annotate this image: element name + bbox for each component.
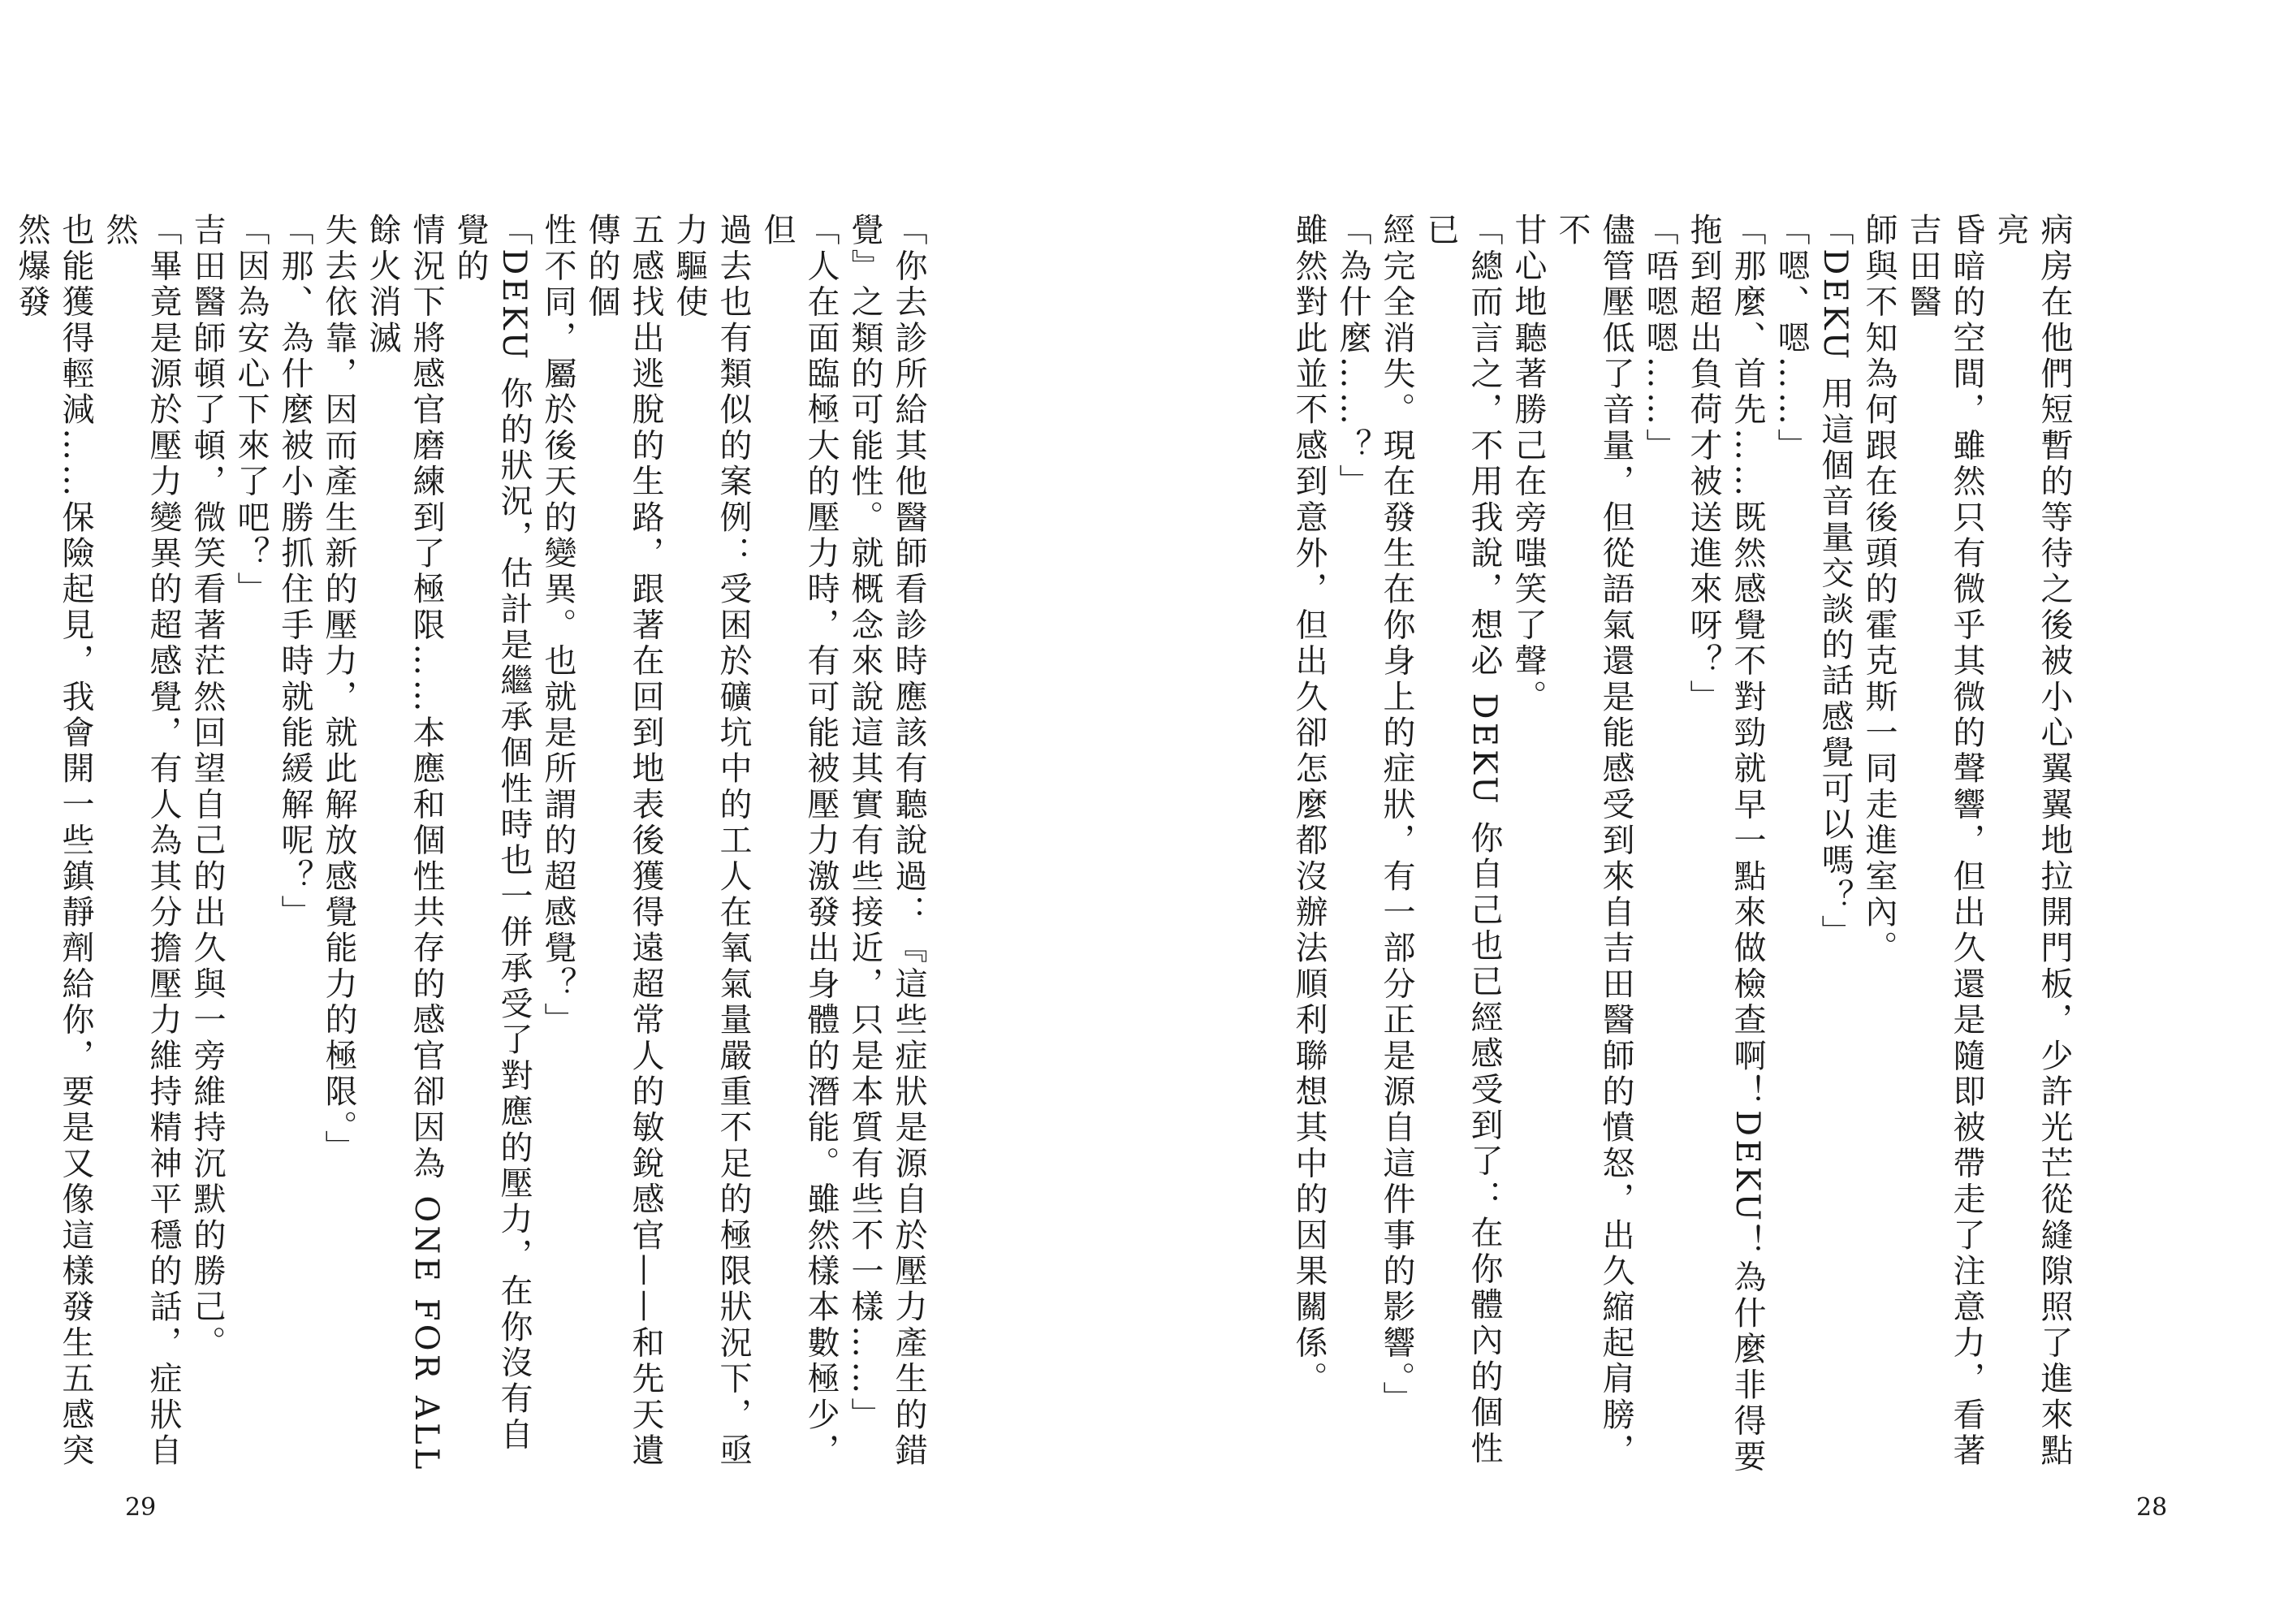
text-line: 「因為安心下來了吧？」 [232,213,270,608]
text-line: 儘管壓低了音量，但從語氣還是能感受到來自吉田醫師的憤怒，出久縮起肩膀，不 [1553,213,1634,1469]
text-line: 雖然對此並不感到意外，但出久卻怎麼都沒辦法順利聯想其中的因果關係。 [1290,213,1328,1397]
text-line: 「畢竟是源於壓力變異的超感覺，有人為其分擔壓力維持精神平穩的話，症狀自然 [101,213,182,1469]
text-line: 拖到超出負荷才被送進來呀？」 [1685,213,1722,715]
text-line: 「DEKU 你的狀況，估計是繼承個性時也一併承受了對應的壓力，在你沒有自覺的 [451,213,533,1453]
text-line: 失去依靠，因而產生新的壓力，就此解放感覺能力的極限。」 [320,213,357,1166]
text-line: 覺』之類的可能性。就概念來說這其實有些接近，只是本質有些不一樣……」 [846,213,883,1433]
text-line: 「總而言之，不用我說，想必 DEKU 你自己也已經感受到了：在你體內的個性已 [1422,213,1503,1467]
text-line: 過去也有類似的案例：受困於礦坑中的工人在氧氣量嚴重不足的極限狀況下，亟力驅使 [671,213,752,1469]
text-line: 經完全消失。現在發生在你身上的症狀，有一部分正是源自這件事的影響。」 [1378,213,1415,1417]
text-line: 昏暗的空間，雖然只有微乎其微的聲響，但出久還是隨即被帶走了注意力，看著吉田醫 [1904,213,1985,1469]
text-line: 「你去診所給其他醫師看診時應該有聽說過：『這些症狀是源自於壓力產生的錯 [890,213,927,1469]
text-line: 甘心地聽著勝己在旁嗤笑了聲。 [1509,213,1547,715]
body-text [1290,213,2076,1479]
text-line: 病房在他們短暫的等待之後被小心翼翼地拉開門板，少許光芒從縫隙照了進來點亮 [1992,213,2073,1469]
text-line: 「那麼、首先……既然感覺不對勁就早一點來做檢查啊！DEKU！為什麼非得要 [1729,213,1766,1475]
text-line: 「唔嗯嗯……」 [1641,213,1678,464]
text-line: 吉田醫師頓了頓，微笑看著茫然回望自己的出久與一旁維持沉默的勝己。 [188,213,226,1362]
text-line: 「為什麼……？」 [1334,213,1371,500]
text-line: 情況下將感官磨練到了極限……本應和個性共存的感官卻因為 ONE FOR ALL 餘火消滅 [364,213,445,1487]
text-line: 性不同，屬於後天的變異。也就是所謂的超感覺？」 [539,213,576,1039]
page-number: 28 [2136,1493,2168,1522]
body-text [13,213,930,1487]
page-number: 29 [125,1493,157,1522]
text-line: 師與不知為何跟在後頭的霍克斯一同走進室內。 [1860,213,1898,967]
text-line: 「DEKU 用這個音量交談的話感覺可以嗎？」 [1816,213,1854,951]
text-line: 「嗯、嗯……」 [1772,213,1810,464]
text-line: 「人在面臨極大的壓力時，有可能被壓力激發出身體的潛能。雖然樣本數極少，但 [758,213,840,1469]
text-line: 「那、為什麼被小勝抓住手時就能緩解呢？」 [276,213,313,931]
right-page [1142,0,2284,1624]
text-line: 也能獲得輕減……保險起見，我會開一些鎮靜劑給你，要是又像這樣發生五感突然爆發 [13,213,94,1469]
text-line: 五感找出逃脫的生路，跟著在回到地表後獲得遠超常人的敏銳感官——和先天遺傳的個 [583,213,664,1469]
